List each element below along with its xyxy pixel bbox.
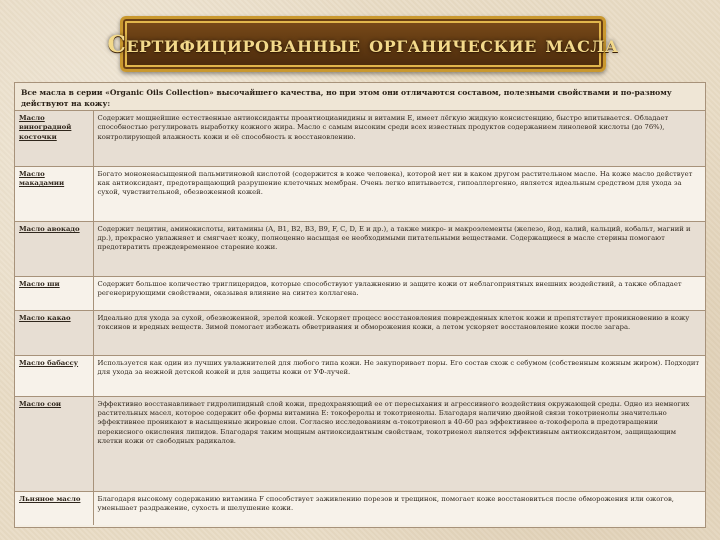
oil-name: Масло макадамии xyxy=(15,166,93,221)
table-row xyxy=(15,111,705,166)
table-row xyxy=(15,221,705,276)
oil-name: Масло бабассу xyxy=(15,355,93,396)
oil-description: Содержит мощнейшие естественные антиоксиданты проантиоцианидины и витамин Е, имеет лёгкую жидкую консистенцию, быстро впитывается. Обладает способностью регулировать выработку кожного жира. Масло с самым высоким среди всех известных продуктов содержанием линолевой кислоты (до 76%), контролирующей влажность кожи и её способность к восстановлению. xyxy=(93,111,705,166)
table-row xyxy=(15,166,705,221)
oil-name: Льняное масло xyxy=(15,491,93,525)
oils-table xyxy=(14,82,706,528)
oil-description: Используется как один из лучших увлажнителей для любого типа кожи. Не закупоривает поры. Его состав схож с себумом (собственным кожным жиром). Подходит для ухода за нежной детской кожей и для защиты кожи от УФ-лучей. xyxy=(93,355,705,396)
oil-description: Идеально для ухода за сухой, обезвоженной, зрелой кожей. Ускоряет процесс восстановления поврежденных клеток кожи и препятствует проникновению в кожу токсинов и вредных веществ. Зимой помогает избежать обветривания и обморожения кожи, а летом ускоряет восстановление кожи после загара. xyxy=(93,310,705,355)
oil-name: Масло авокадо xyxy=(15,221,93,276)
page-title: Сертифицированные органические масла xyxy=(107,30,619,58)
oil-name: Масло сои xyxy=(15,396,93,491)
intro-text: Все масла в серии «Organic Oils Collection» высочайшего качества, но при этом они отличаются составом, полезными свойствами и по-разному действуют на кожу: xyxy=(15,83,705,111)
table-row xyxy=(15,491,705,525)
oil-description: Благодаря высокому содержанию витамина F способствует заживлению порезов и трещинок, помогает коже восстановиться после обморожения или ожогов, уменьшает раздражение, сухость и шелушение кожи. xyxy=(93,491,705,525)
oil-description: Содержит лецитин, аминокислоты, витамины (А, В1, В2, В3, В9, F, C, D, Е и др.), а также микро- и макроэлементы (железо, йод, калий, кальций, кобальт, магний и др.), прекрасно увлажняет и смягчает кожу, полноценно насыщая ее необходимыми питательными веществами. Содержащиеся в масле стерины помогают предотвратить преждевременное старение кожи. xyxy=(93,221,705,276)
oil-description: Эффективно восстанавливает гидролипидный слой кожи, предохраняющий ее от пересыхания и агрессивного воздействия окружающей среды. Одно из немногих растительных масел, которое содержит обе формы витамина Е: токоферолы и токотриенолы. Благодаря наличию двойной связи токотриенолы значительно эффективнее проникают в насыщенные жировые слои. Согласно исследованиям α-токотриенол в 40-60 раз эффективнее α-токоферола в предотвращении перекисного окисления липидов. Благодаря таким мощным антиоксидантным свойствам, токотриенол является эффективным антиоксидантом, защищающим клетки кожи от свободных радикалов. xyxy=(93,396,705,491)
oil-name: Масло виноградной косточки xyxy=(15,111,93,166)
oil-name: Масло ши xyxy=(15,276,93,310)
oil-description: Содержит большое количество триглицеридов, которые способствуют увлажнению и защите кожи от неблагоприятных внешних воздействий, а также обладает регенерирующими свойствами, оказывая влияние на синтез коллагена. xyxy=(93,276,705,310)
title-banner xyxy=(107,16,619,72)
oil-name: Масло какао xyxy=(15,310,93,355)
table-row xyxy=(15,310,705,355)
oils-grid xyxy=(15,111,705,525)
table-row xyxy=(15,276,705,310)
oil-description: Богато мононенасыщенной пальмитиновой кислотой (содержится в коже человека), которой нет ни в каком другом растительном масле. На коже масло действует как антиоксидант, предотвращающий разрушение клеточных мембран. Очень легко впитывается, гипоаллергенно, является идеальным средством для ухода за сухой, чувствительной, обезвоженной кожей. xyxy=(93,166,705,221)
table-row xyxy=(15,396,705,491)
table-row xyxy=(15,355,705,396)
